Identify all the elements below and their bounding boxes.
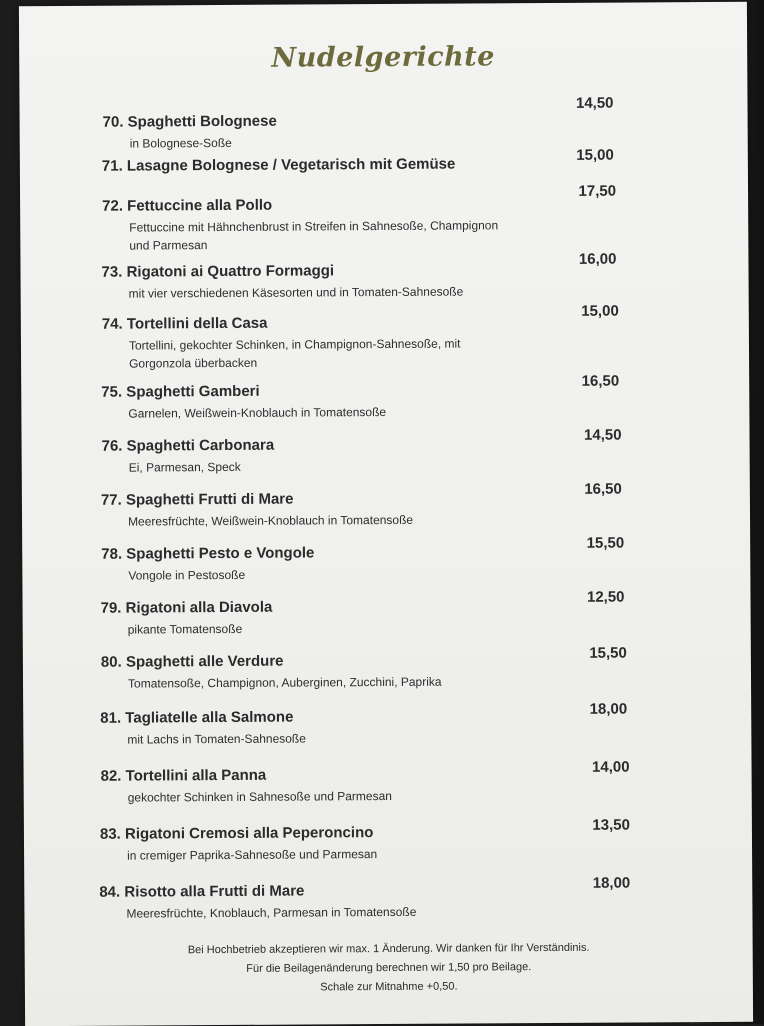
menu-item-title: Rigatoni alla Diavola — [125, 598, 273, 617]
menu-item-title: Tagliatelle alla Salmone — [125, 708, 294, 727]
menu-item-price: 15,00 — [576, 146, 614, 164]
page-title: Nudelgerichte — [271, 41, 495, 74]
menu-item — [101, 146, 702, 175]
menu-item-price: 16,00 — [578, 250, 617, 268]
menu-page — [19, 2, 753, 1026]
menu-item-title: Tortellini alla Panna — [125, 766, 267, 785]
menu-item-name — [102, 437, 275, 455]
footer-note: Für die Beilagenänderung berechnen wir 1,50 pro Beilage. — [246, 961, 532, 975]
menu-item-title: Spaghetti Bolognese — [127, 112, 277, 131]
menu-item-price: 13,50 — [592, 816, 630, 834]
menu-item-number: 71. — [101, 157, 123, 175]
menu-item-number: 82. — [100, 767, 122, 785]
menu-item-name — [101, 653, 284, 671]
menu-item-price: 12,50 — [586, 588, 625, 606]
menu-item-price: 17,50 — [578, 182, 617, 200]
menu-item-name — [101, 383, 259, 401]
menu-item-number: 73. — [101, 263, 123, 281]
menu-item-name — [100, 709, 293, 727]
menu-item-name — [102, 197, 272, 215]
menu-item-name — [102, 315, 268, 333]
menu-item-description: Meeresfrüchte, Knoblauch, Parmesan in Tomatensoße — [126, 904, 417, 921]
menu-item-number: 76. — [101, 437, 123, 455]
menu-item — [100, 758, 701, 805]
menu-footer-notes — [25, 938, 753, 999]
menu-item-price: 15,50 — [586, 534, 625, 552]
footer-note: Bei Hochbetrieb akzeptieren wir max. 1 Änderung. Wir danken für Ihr Verständinis. — [187, 941, 590, 957]
menu-item-name — [101, 599, 273, 617]
menu-item-title: Spaghetti alle Verdure — [125, 652, 284, 671]
menu-item — [100, 480, 701, 529]
menu-item-price: 14,00 — [591, 758, 630, 776]
menu-item-title: Spaghetti Frutti di Mare — [125, 490, 294, 509]
menu-item-description: Meeresfrüchte, Weißwein-Knoblauch in Tomatensoße — [127, 512, 414, 529]
menu-item-name — [101, 544, 314, 562]
menu-item-number: 84. — [99, 883, 121, 901]
menu-item-description: Vongole in Pestosoße — [128, 567, 246, 583]
menu-item-number: 74. — [101, 315, 123, 333]
menu-item-title: Rigatoni Cremosi alla Peperoncino — [124, 824, 374, 843]
menu-item-price: 15,00 — [581, 302, 619, 320]
menu-item — [100, 700, 700, 747]
footer-note: Schale zur Mitnahme +0,50. — [320, 980, 458, 994]
menu-item — [100, 588, 701, 637]
menu-item — [101, 426, 702, 475]
menu-item-price: 18,00 — [589, 700, 628, 718]
menu-item-title: Spaghetti Gamberi — [126, 382, 260, 401]
menu-item-price: 16,50 — [584, 480, 622, 498]
menu-item-description: pikante Tomatensoße — [127, 621, 243, 637]
menu-item-number: 75. — [101, 383, 123, 401]
menu-item-description: Tomatensoße, Champignon, Auberginen, Zucchini, Paprika — [127, 674, 442, 691]
menu-item-title: Risotto alla Frutti di Mare — [124, 882, 305, 901]
menu-item-number: 83. — [99, 825, 121, 843]
menu-item-number: 70. — [102, 113, 124, 131]
menu-item-price: 18,00 — [592, 874, 631, 892]
menu-item-number: 78. — [101, 545, 123, 563]
menu-item-number: 80. — [100, 653, 122, 671]
menu-item-title: Spaghetti Pesto e Vongole — [126, 544, 315, 563]
menu-item-name — [101, 767, 267, 785]
menu-item — [99, 874, 699, 921]
menu-item-number: 77. — [100, 491, 122, 509]
menu-item-description: in Bolognese-Soße — [129, 135, 232, 151]
menu-item-price: 16,50 — [581, 372, 620, 390]
menu-item-name — [100, 824, 374, 843]
menu-item-title: Fettuccine alla Pollo — [127, 196, 273, 215]
menu-item-description: Ei, Parmesan, Speck — [128, 459, 241, 475]
menu-item-list — [79, 94, 684, 928]
menu-item-price: 14,50 — [575, 94, 614, 112]
menu-item-description: mit vier verschiedenen Käsesorten und in Tomaten-Sahnesoße — [128, 284, 464, 301]
menu-item — [101, 372, 701, 421]
menu-item-price: 14,50 — [583, 426, 622, 444]
menu-item — [102, 94, 703, 151]
menu-item-name — [101, 491, 294, 509]
menu-item-title: Spaghetti Carbonara — [126, 436, 275, 455]
menu-item-price: 15,50 — [589, 644, 627, 662]
menu-item — [101, 250, 701, 301]
menu-item-number: 81. — [100, 709, 122, 727]
menu-item-number: 79. — [100, 599, 122, 617]
menu-item-description: Garnelen, Weißwein-Knoblauch in Tomatensoße — [128, 404, 387, 421]
menu-item — [101, 302, 702, 371]
menu-item-name — [103, 113, 277, 131]
menu-item — [99, 816, 700, 863]
menu-item-name — [99, 883, 304, 901]
menu-item — [100, 644, 701, 691]
menu-item-description: mit Lachs in Tomaten-Sahnesoße — [127, 731, 306, 747]
menu-item-title: Lasagne Bolognese / Vegetarisch mit Gemüse — [126, 155, 456, 175]
menu-item-description: gekochter Schinken in Sahnesoße und Parmesan — [127, 788, 392, 805]
menu-item — [102, 182, 702, 253]
menu-item-description: Tortellini, gekochter Schinken, in Champignon-Sahnesoße, mit Gorgonzola überbacken — [128, 336, 461, 371]
menu-item-title: Rigatoni ai Quattro Formaggi — [126, 262, 335, 281]
menu-item-title: Tortellini della Casa — [126, 314, 268, 333]
menu-item-name — [102, 156, 456, 175]
menu-item — [101, 534, 701, 583]
menu-item-number: 72. — [102, 197, 124, 215]
menu-item-description: in cremiger Paprika-Sahnesoße und Parmesan — [127, 847, 378, 863]
menu-item-description: Fettuccine mit Hähnchenbrust in Streifen in Sahnesoße, Champignon und Parmesan — [129, 218, 499, 253]
menu-item-name — [101, 262, 334, 280]
